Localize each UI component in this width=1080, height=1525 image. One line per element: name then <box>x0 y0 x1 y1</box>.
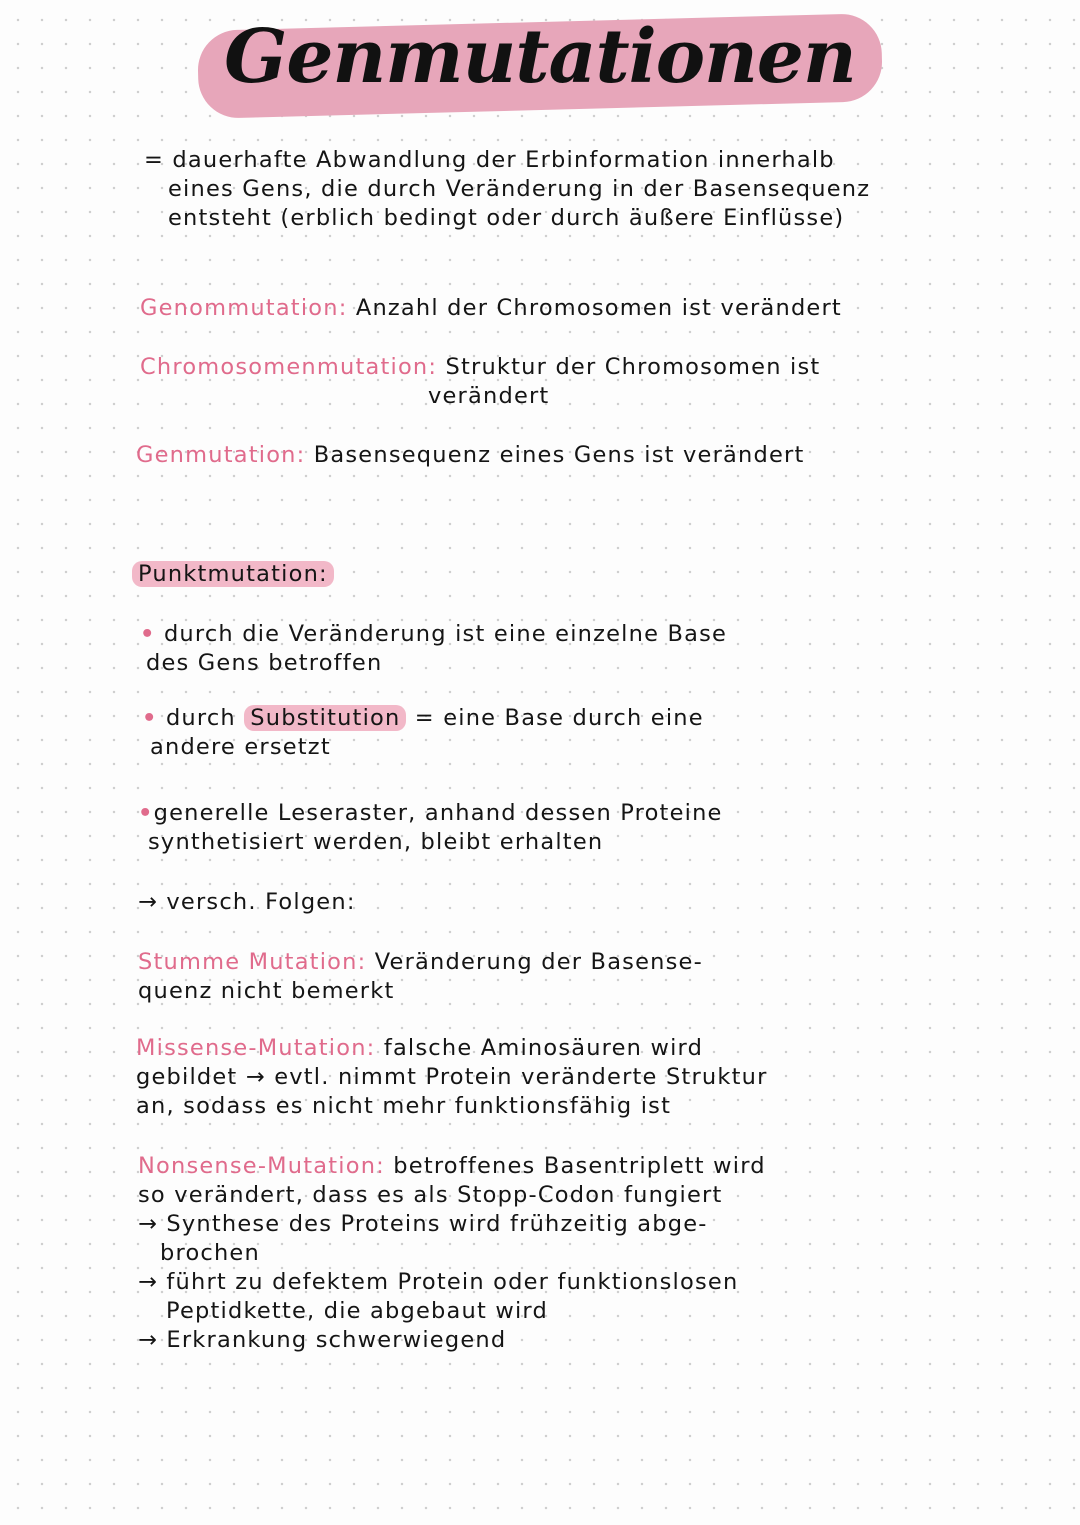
bullet-text: andere ersetzt <box>150 734 331 760</box>
bullet-dot-icon: • <box>140 621 156 647</box>
section-heading: Punktmutation: <box>132 561 334 587</box>
term-label: Stumme Mutation: <box>138 949 367 975</box>
bullet-item <box>142 704 704 762</box>
term-label: Genmutation: <box>136 442 306 468</box>
folgen-text: → versch. Folgen: <box>138 889 356 915</box>
bullet-text: durch die Veränderung ist eine einzelne Base <box>163 621 728 647</box>
term-description: brochen <box>160 1240 260 1266</box>
bullet-text: = eine Base durch eine <box>406 705 704 731</box>
term-description: Basensequenz eines Gens ist verändert <box>313 442 805 468</box>
term-label: Missense-Mutation: <box>136 1035 376 1061</box>
term-description: gebildet → evtl. nimmt Protein veränderte Struktur <box>136 1064 768 1090</box>
term-description: an, sodass es nicht mehr funktionsfähig ist <box>136 1093 672 1119</box>
term-description: quenz nicht bemerkt <box>138 978 395 1004</box>
page-title: Genmutationen <box>194 8 886 110</box>
highlighted-term: Substitution <box>244 705 406 731</box>
punktmutation-section <box>132 560 334 589</box>
type-genommutation <box>140 294 842 323</box>
term-description: Struktur der Chromosomen ist <box>445 354 821 380</box>
bullet-text: des Gens betroffen <box>146 650 383 676</box>
bullet-item <box>140 620 727 678</box>
term-description: → führt zu defektem Protein oder funktionslosen <box>138 1269 739 1295</box>
term-label: Chromosomenmutation: <box>140 354 438 380</box>
term-description: → Synthese des Proteins wird frühzeitig abge- <box>138 1211 708 1237</box>
consequence-stumme <box>138 948 703 1006</box>
term-description: betroffenes Basentriplett wird <box>384 1153 766 1179</box>
term-description: Veränderung der Basense- <box>366 949 703 975</box>
term-description: falsche Aminosäuren wird <box>375 1035 704 1061</box>
definition-line: = dauerhafte Abwandlung der Erbinformation innerhalb <box>144 147 835 173</box>
definition-line: eines Gens, die durch Veränderung in der Basensequenz <box>168 176 871 202</box>
term-description: verändert <box>428 383 550 409</box>
term-label: Nonsense-Mutation: <box>138 1153 385 1179</box>
term-description: Anzahl der Chromosomen ist verändert <box>355 295 842 321</box>
term-description: → Erkrankung schwerwiegend <box>138 1327 507 1353</box>
term-label: Genommutation: <box>140 295 348 321</box>
definition-line: entsteht (erblich bedingt oder durch äußere Einflüsse) <box>168 205 845 231</box>
bullet-text: synthetisiert werden, bleibt erhalten <box>148 829 604 855</box>
bullet-dot-icon: • <box>138 800 154 826</box>
term-description: so verändert, dass es als Stopp-Codon fungiert <box>138 1182 723 1208</box>
term-description: Peptidkette, die abgebaut wird <box>166 1298 548 1324</box>
type-chromosomenmutation <box>140 353 820 411</box>
title-area <box>0 8 1080 110</box>
type-genmutation <box>136 441 804 470</box>
consequence-missense <box>136 1034 768 1121</box>
bullet-dot-icon: • <box>142 705 158 731</box>
definition <box>144 146 870 233</box>
consequence-nonsense <box>138 1152 766 1355</box>
bullet-item <box>138 799 723 857</box>
folgen-line <box>138 888 356 917</box>
bullet-text: generelle Leseraster, anhand dessen Proteine <box>153 800 723 826</box>
bullet-text: durch <box>165 705 245 731</box>
